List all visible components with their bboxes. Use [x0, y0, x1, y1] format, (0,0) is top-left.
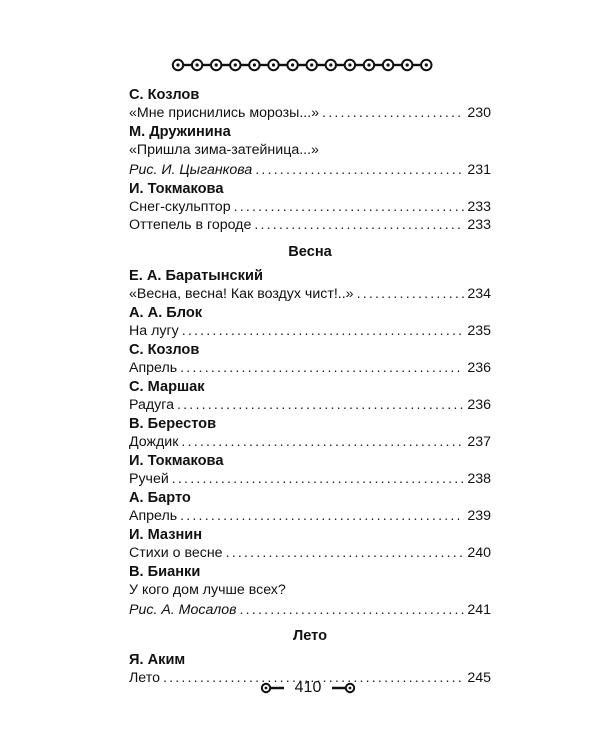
toc-entry [129, 545, 491, 564]
page-ref: 236 [467, 360, 491, 376]
table-of-contents [129, 87, 491, 688]
author-name: А. А. Блок [129, 305, 203, 321]
work-title: Стихи о весне [129, 545, 223, 561]
dot-leader [254, 217, 464, 234]
dot-leader [357, 286, 465, 303]
dot-leader [180, 508, 464, 525]
page-ref: 235 [467, 323, 491, 339]
author-name: С. Козлов [129, 87, 200, 103]
dot-leader [234, 199, 465, 216]
page-number: 410 [294, 679, 322, 696]
toc-entry [129, 217, 491, 235]
page-folio [258, 676, 358, 700]
illustration-credit-entry [129, 162, 491, 181]
folio-ornament-left [260, 682, 284, 694]
author-name: В. Берестов [129, 416, 217, 432]
work-title: Лето [129, 670, 160, 686]
work-title: Радуга [129, 397, 175, 413]
work-title: Снег-скульптор [129, 199, 231, 215]
work-title: Апрель [129, 360, 178, 376]
dot-leader [182, 323, 465, 340]
dot-leader [322, 105, 464, 122]
author-name: М. Дружинина [129, 124, 231, 140]
illustration-credit-entry [129, 602, 491, 620]
toc-entry [129, 286, 491, 305]
work-title: Дождик [129, 434, 179, 450]
dot-leader [226, 545, 465, 562]
work-title: Апрель [129, 508, 178, 524]
page-ref: 241 [467, 602, 491, 618]
toc-entry [129, 434, 491, 453]
toc-entry [129, 199, 491, 217]
dot-leader [180, 360, 464, 377]
top-ornament [170, 52, 434, 78]
work-title: «Мне приснились морозы...» [129, 105, 320, 121]
page-ref: 237 [467, 434, 491, 450]
author-name: Е. А. Баратынский [129, 268, 263, 284]
toc-block-winter-end [129, 87, 491, 235]
page-ref: 240 [467, 545, 491, 561]
page-ref: 236 [467, 397, 491, 413]
page-ref: 233 [467, 217, 491, 233]
toc-entry [129, 397, 491, 416]
dot-leader [240, 602, 465, 619]
page-ref: 231 [467, 162, 491, 178]
work-title: «Пришла зима-затейница...» [129, 142, 319, 158]
dot-leader [172, 471, 465, 488]
work-title: Ручей [129, 471, 169, 487]
dot-leader [255, 162, 464, 179]
work-title: «Весна, весна! Как воздух чист!..» [129, 286, 354, 302]
work-title: На лугу [129, 323, 179, 339]
author-name: С. Маршак [129, 379, 205, 395]
page-ref: 245 [467, 670, 491, 686]
section-heading-spring: Весна [288, 244, 332, 260]
toc-entry [129, 508, 491, 527]
author-name: В. Бианки [129, 564, 201, 580]
author-name: И. Токмакова [129, 453, 224, 469]
page-ref: 233 [467, 199, 491, 215]
work-title: У кого дом лучше всех? [129, 582, 286, 598]
illustrator-credit: Рис. И. Цыганкова [129, 162, 253, 178]
toc-entry [129, 360, 491, 379]
page-ref: 239 [467, 508, 491, 524]
dot-leader [177, 397, 464, 414]
page-ref: 230 [467, 105, 491, 121]
toc-entry [129, 471, 491, 490]
toc-entry [129, 323, 491, 342]
folio-ornament-right [332, 682, 356, 694]
page-ref: 234 [467, 286, 491, 302]
work-title: Оттепель в городе [129, 217, 252, 233]
author-name: И. Мазнин [129, 527, 203, 543]
author-name: С. Козлов [129, 342, 200, 358]
section-heading-summer: Лето [292, 628, 328, 644]
author-name: А. Барто [129, 490, 191, 506]
toc-entry [129, 105, 491, 124]
page-ref: 238 [467, 471, 491, 487]
illustrator-credit: Рис. А. Мосалов [129, 602, 237, 618]
author-name: Я. Аким [129, 652, 186, 668]
toc-block-spring [129, 268, 491, 620]
dot-leader [181, 434, 464, 451]
author-name: И. Токмакова [129, 181, 224, 197]
